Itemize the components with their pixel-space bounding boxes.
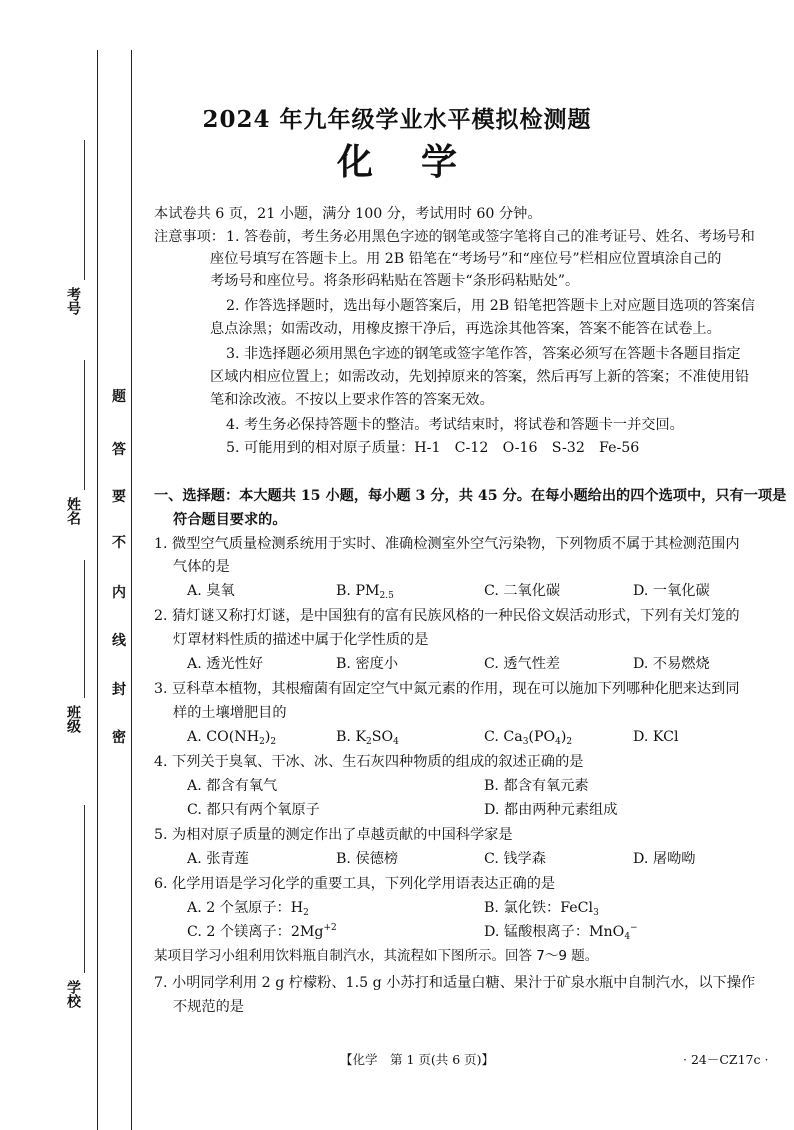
seal-char-8: 密: [112, 730, 126, 746]
note-line-5: 息点涂黑；如需改动，用橡皮擦干净后，再选涂其他答案，答案不能答在试卷上。: [210, 321, 721, 337]
q3-option-a[interactable]: A. $CO(NH_2)_2$: [187, 729, 277, 747]
passage-text: 某项目学习小组利用饮料瓶自制汽水，其流程如下图所示。回答 7～9 题。: [154, 948, 599, 964]
q5-option-d[interactable]: D. 屠呦呦: [633, 851, 696, 867]
note-line-4: 2. 作答选择题时，选出每小题答案后，用 2B 铅笔把答题卡上对应题目选项的答案信: [226, 298, 755, 314]
section1-heading: 一、选择题：本大题共 15 小题，每小题 3 分，共 45 分。在每小题给出的四个选项中，只有一项是: [154, 488, 787, 504]
q2-stem-cont: 灯罩材料性质的描述中属于化学性质的是: [173, 632, 429, 648]
q4-option-c[interactable]: C. 都只有两个氧原子: [187, 802, 320, 818]
note-line-6: 3. 非选择题必须用黑色字迹的钢笔或签字笔作答，答案必须写在答题卡各题目指定: [226, 346, 741, 362]
q7-stem: 7. 小明同学利用 2 g 柠檬粉、1.5 g 小苏打和适量白糖、果汁于矿泉水瓶中自制汽水，以下操作: [154, 975, 756, 991]
q3-option-b[interactable]: B. $K_2SO_4$: [336, 729, 399, 747]
q4-option-a[interactable]: A. 都含有氧气: [187, 778, 278, 794]
exam-no-label: 考号: [65, 287, 81, 315]
school-label: 学校: [65, 980, 81, 1008]
q5-option-b[interactable]: B. 侯德榜: [336, 851, 399, 867]
q1-option-b[interactable]: B. $PM_{2.5}$: [336, 583, 394, 601]
seal-char-2: 答: [112, 442, 126, 458]
q3-option-c[interactable]: C. $Ca_3(PO_4)_2$: [484, 729, 573, 747]
seal-char-3: 要: [112, 489, 126, 505]
page-footer: 【化学 第 1 页(共 6 页)】: [340, 1052, 495, 1067]
class-label: 班级: [65, 705, 81, 733]
q1-option-a[interactable]: A. 臭氧: [187, 583, 235, 599]
q4-stem: 4. 下列关于臭氧、干冰、冰、生石灰四种物质的组成的叙述正确的是: [154, 754, 584, 770]
seal-char-6: 线: [112, 633, 126, 649]
q1-option-d[interactable]: D. 一氧化碳: [633, 583, 710, 599]
intro-text: 本试卷共 6 页，21 小题，满分 100 分，考试用时 60 分钟。: [154, 206, 542, 222]
seal-char-4: 不: [112, 535, 126, 551]
q4-option-b[interactable]: B. 都含有氧元素: [484, 778, 589, 794]
note-line-1: 1. 答卷前，考生务必用黑色字迹的钢笔或签字笔将自己的准考证号、姓名、考场号和: [226, 229, 755, 245]
q1-option-c[interactable]: C. 二氧化碳: [484, 583, 561, 599]
q6-option-c[interactable]: C. 2 个镁离子：$2Mg^{+2}$: [187, 923, 337, 940]
q6-option-d[interactable]: D. 锰酸根离子：MnO$_4$−: [484, 923, 638, 942]
q5-stem: 5. 为相对原子质量的测定作出了卓越贡献的中国科学家是: [154, 827, 513, 843]
q6-option-a[interactable]: A. 2 个氢原子：$H_2$: [187, 900, 309, 918]
note-line-2: 座位号填写在答题卡上。用 2B 铅笔在“考场号”和“座位号”栏相应位置填涂自己的: [210, 251, 722, 267]
subject-title: 化学: [336, 142, 505, 183]
name-field[interactable]: [84, 360, 85, 490]
exam-title: 2024 年九年级学业水平模拟检测题: [202, 106, 592, 133]
binding-line-inner: [131, 50, 132, 1130]
q6-option-b[interactable]: B. 氯化铁：FeCl$_3$: [484, 900, 599, 918]
note-line-7: 区域内相应位置上；如需改动，先划掉原来的答案，然后再写上新的答案；不准使用铅: [210, 369, 750, 385]
q1-stem-cont: 气体的是: [173, 559, 230, 575]
q6-stem: 6. 化学用语是学习化学的重要工具，下列化学用语表达正确的是: [154, 876, 556, 892]
note-line-10: 5. 可能用到的相对原子质量：H-1 C-12 O-16 S-32 Fe-56: [226, 440, 640, 456]
seal-char-5: 内: [112, 585, 126, 601]
q2-option-a[interactable]: A. 透光性好: [187, 656, 264, 672]
q4-option-d[interactable]: D. 都由两种元素组成: [484, 802, 618, 818]
note-line-3: 考场号和座位号。将条形码粘贴在答题卡“条形码粘贴处”。: [210, 273, 580, 289]
q5-option-c[interactable]: C. 钱学森: [484, 851, 546, 867]
q2-option-d[interactable]: D. 不易燃烧: [633, 656, 710, 672]
section1-heading-cont: 符合题目要求的。: [173, 512, 287, 528]
note-line-8: 笔和涂改液。不按以上要求作答的答案无效。: [210, 392, 494, 408]
exam-code: · 24－CZ17c ·: [683, 1052, 769, 1067]
q5-option-a[interactable]: A. 张青莲: [187, 851, 249, 867]
class-field[interactable]: [84, 560, 85, 698]
note-line-9: 4. 考生务必保持答题卡的整洁。考试结束时，将试卷和答题卡一并交回。: [226, 417, 684, 433]
q1-stem: 1. 微型空气质量检测系统用于实时、准确检测室外空气污染物，下列物质不属于其检测范围内: [154, 536, 740, 552]
q3-stem: 3. 豆科草本植物，其根瘤菌有固定空气中氮元素的作用，现在可以施加下列哪种化肥来达到同: [154, 681, 740, 697]
q2-stem: 2. 猜灯谜又称打灯谜，是中国独有的富有民族风格的一种民俗文娱活动形式，下列有关灯笼的: [154, 608, 740, 624]
q3-stem-cont: 样的土壤增肥目的: [173, 705, 287, 721]
binding-line-outer: [97, 50, 98, 1130]
q2-option-c[interactable]: C. 透气性差: [484, 656, 561, 672]
q3-option-d[interactable]: D. KCl: [633, 729, 679, 745]
seal-char-7: 封: [112, 682, 126, 698]
name-label: 姓名: [65, 497, 81, 525]
notes-label: 注意事项：: [154, 229, 225, 245]
school-field[interactable]: [84, 805, 85, 973]
q7-stem-cont: 不规范的是: [173, 999, 244, 1015]
seal-char-1: 题: [112, 389, 126, 405]
q2-option-b[interactable]: B. 密度小: [336, 656, 399, 672]
